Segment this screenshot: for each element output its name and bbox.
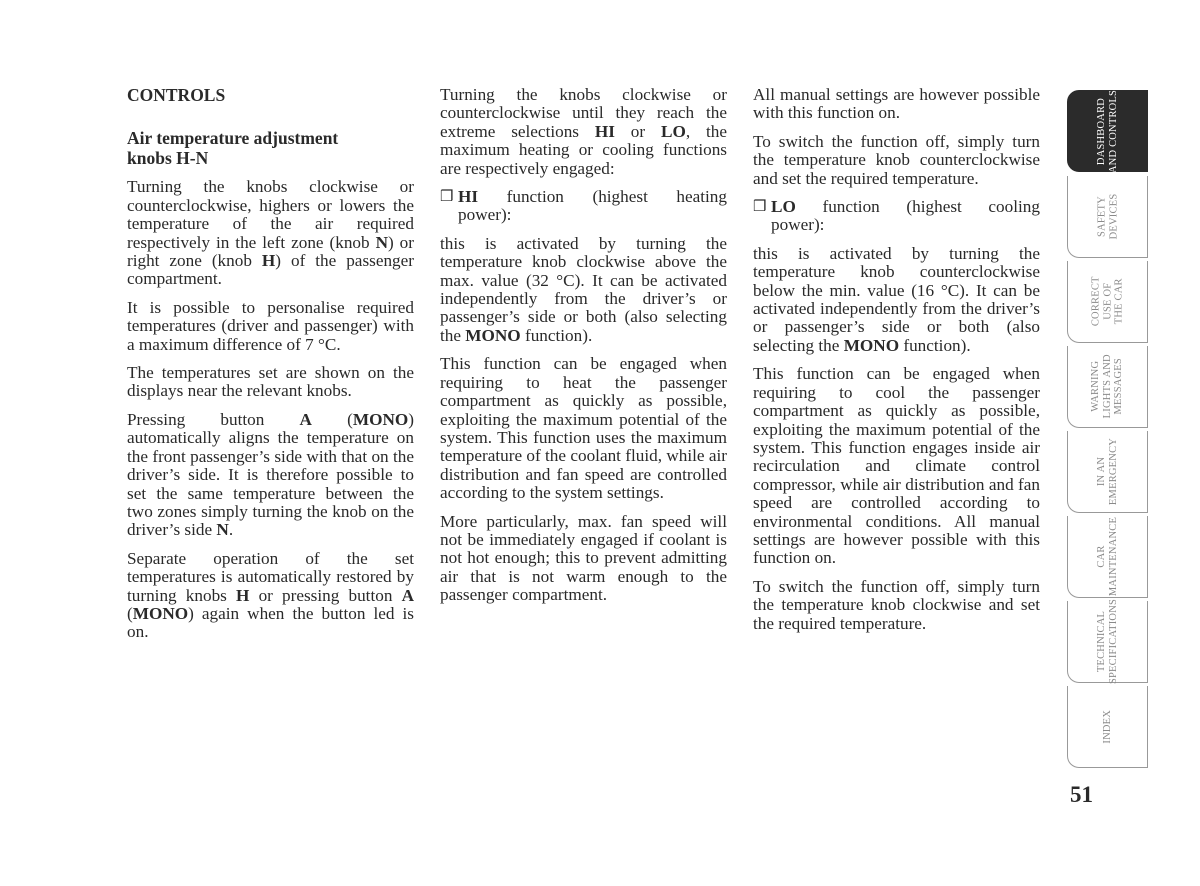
- lo-function-item: ❒ LO function (highest cooling power):: [753, 197, 1040, 235]
- subsection-heading: [127, 128, 414, 168]
- checkbox-bullet-icon: ❒: [440, 189, 454, 206]
- paragraph: this is activated by turning the temperature knob clockwise above the max. value (32 °C). It can be activated independently from the driver’s or passenger’s side or both (also selecting the MONO function).: [440, 233, 727, 345]
- tab-correct-use-of-the-car[interactable]: CORRECT USE OF THE CAR: [1067, 261, 1148, 343]
- column-1: [127, 86, 414, 652]
- paragraph: Separate operation of the set temperatures is automatically restored by turning knobs H or pressing button A (MONO) again when the button led is on.: [127, 548, 414, 642]
- column-3: [753, 86, 1040, 643]
- tab-index[interactable]: INDEX: [1067, 686, 1148, 768]
- paragraph: To switch the function off, simply turn the temperature knob clockwise and set the required temperature.: [753, 576, 1040, 633]
- checkbox-bullet-icon: ❒: [753, 199, 767, 216]
- paragraph: This function can be engaged when requiring to cool the passenger compartment as quickly as possible, exploiting the maximum potential of the system. This function engages inside air recirculation and climate control compressor, while air distribution and fan speed are controlled according to environmental conditions. All manual settings are however possible with this function on.: [753, 364, 1040, 568]
- paragraph: This function can be engaged when requiring to heat the passenger compartment as quickly as possible, exploiting the maximum potential of the system. This function uses the maximum temperature of the coolant fluid, while air distribution and fan speed are controlled according to the system settings.: [440, 354, 727, 503]
- tab-warning-lights-and-messages[interactable]: WARNING LIGHTS AND MESSAGES: [1067, 346, 1148, 428]
- paragraph: Pressing button A (MONO) automatically aligns the temperature on the front passenger’s side with that on the driver’s side. It is therefore possible to set the same temperature between the two zones simply turning the knob on the driver’s side N.: [127, 409, 414, 540]
- column-2: [440, 86, 727, 615]
- tab-car-maintenance[interactable]: CAR MAINTENANCE: [1067, 516, 1148, 598]
- tab-technical-specifications[interactable]: TECHNICAL SPECIFICATIONS: [1067, 601, 1148, 683]
- section-heading: CONTROLS: [127, 85, 226, 105]
- page-number: 51: [1070, 782, 1093, 807]
- paragraph: To switch the function off, simply turn the temperature knob counterclockwise and set the required temperature.: [753, 131, 1040, 188]
- paragraph: this is activated by turning the temperature knob counterclockwise below the min. value (16 °C). It can be activated independently from the driver’s or passenger’s side or both (also selecting the MONO function).: [753, 243, 1040, 355]
- subsection-heading-line-1: Air temperature adjustment: [127, 128, 339, 149]
- paragraph: It is possible to personalise required temperatures (driver and passenger) with a maximum difference of 7 °C.: [127, 297, 414, 354]
- paragraph: More particularly, max. fan speed will not be immediately engaged if coolant is not hot enough; this to prevent admitting air that is not warm enough to the passenger compartment.: [440, 511, 727, 605]
- paragraph: All manual settings are however possible with this function on.: [753, 85, 1040, 123]
- paragraph: Turning the knobs clockwise or counterclockwise, highers or lowers the temperature of the air required respectively in the left zone (knob N) or right zone (knob H) of the passenger compartment.: [127, 177, 414, 289]
- subsection-heading-line-2: knobs H-N: [127, 148, 209, 169]
- paragraph: Turning the knobs clockwise or counterclockwise until they reach the extreme selections HI or LO, the maximum heating or cooling functions are respectively engaged:: [440, 85, 728, 178]
- tab-in-an-emergency[interactable]: IN AN EMERGENCY: [1067, 431, 1148, 513]
- paragraph: The temperatures set are shown on the displays near the relevant knobs.: [127, 363, 414, 401]
- tab-dashboard-and-controls[interactable]: DASHBOARD AND CONTROLS: [1067, 90, 1148, 172]
- hi-function-item: ❒ HI function (highest heating power):: [440, 187, 727, 225]
- tab-safety-devices[interactable]: SAFETY DEVICES: [1067, 176, 1148, 258]
